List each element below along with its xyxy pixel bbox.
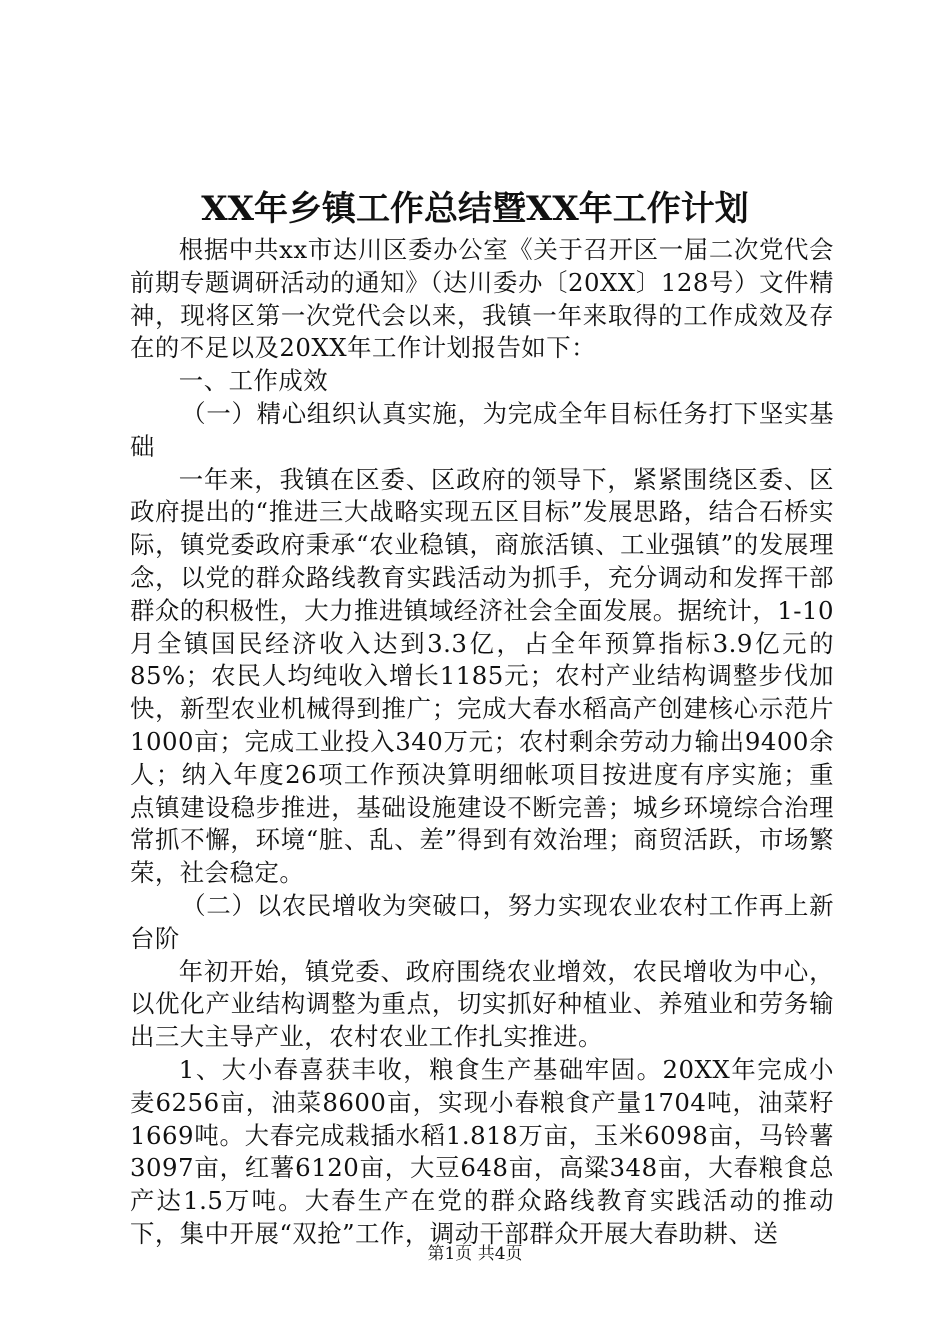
paragraph-agriculture: 年初开始，镇党委、政府围绕农业增效，农民增收为中心，以优化产业结构调整为重点，切实抓好种植业、养殖业和劳务输出三大主导产业，农村农业工作扎实推进。: [130, 956, 834, 1052]
paragraph-harvest: 1、大小春喜获丰收，粮食生产基础牢固。20XX年完成小麦6256亩，油菜8600亩，实现小春粮食产量1704吨，油菜籽1669吨。大春完成栽插水稻1.818万亩，玉米6098亩，马铃薯3097亩，红薯6120亩，大豆648亩，高粱348亩，大春粮食总产达1.5万吨。大春生产在党的群众路线教育实践活动的推动下，集中开展“双抢”工作，调动干部群众开展大春助耕、送: [130, 1054, 834, 1248]
document-title: XX年乡镇工作总结暨XX年工作计划: [201, 189, 749, 229]
paragraph-overview: 一年来，我镇在区委、区政府的领导下，紧紧围绕区委、区政府提出的“推进三大战略实现五区目标”发展思路，结合石桥实际，镇党委政府秉承“农业稳镇，商旅活镇、工业强镇”的发展理念，以党的群众路线教育实践活动为抓手，充分调动和发挥干部群众的积极性，大力推进镇域经济社会全面发展。据统计，1-10月全镇国民经济收入达到3.3亿，占全年预算指标3.9亿元的85%；农民人均纯收入增长1185元；农村产业结构调整步伐加快，新型农业机械得到推广；完成大春水稻高产创建核心示范片1000亩；完成工业投入340万元；农村剩余劳动力输出9400余人；纳入年度26项工作预决算明细帐项目按进度有序实施；重点镇建设稳步推进，基础设施建设不断完善；城乡环境综合治理常抓不懈，环境“脏、乱、差”得到有效治理；商贸活跃，市场繁荣，社会稳定。: [130, 464, 834, 888]
page-number: 第1页 共4页: [427, 1244, 523, 1264]
subsection-heading-2: （二）以农民增收为突破口，努力实现农业农村工作再上新台阶: [130, 890, 834, 953]
document-body: [130, 234, 834, 1251]
paragraph-intro: 根据中共xx市达川区委办公室《关于召开区一届二次党代会前期专题调研活动的通知》（达川委办〔20XX〕128号）文件精神，现将区第一次党代会以来，我镇一年来取得的工作成效及存在的不足以及20XX年工作计划报告如下：: [130, 235, 834, 363]
section-heading-achievements: 一、工作成效: [178, 366, 329, 396]
subsection-heading-1: （一）精心组织认真实施，为完成全年目标任务打下坚实基础: [130, 398, 834, 461]
